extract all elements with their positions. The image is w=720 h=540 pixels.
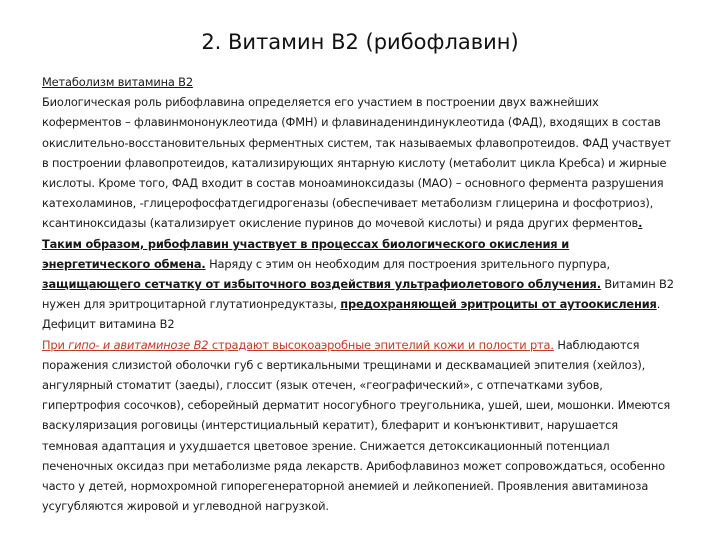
deficit-heading: Дефицит витамина В2 <box>42 317 175 332</box>
metabolism-bold-conclusion: Таким образом, рибофлавин участвует в процессах биологического окисления и энергетического обмена. <box>42 236 570 271</box>
metabolism-bold-retina: защищающего сетчатку от избыточного воздействия ультрафиолетового облучения. <box>42 277 601 292</box>
metabolism-bold-erythrocytes: предохраняющей эритроциты от аутоокисления <box>340 297 657 312</box>
slide-title: 2. Витамин В2 (рибофлавин) <box>201 30 519 54</box>
metabolism-text-2: Наряду с этим он необходим для построения зрительного пурпура, <box>205 256 610 271</box>
metabolism-paragraph <box>42 92 676 314</box>
metabolism-dot: . <box>638 216 643 231</box>
deficit-text: Наблюдаются поражения слизистой оболочки губ с вертикальными трещинами и десквамацией эпителия (хейлоз), ангулярный стоматит (заеды), глоссит (язык отечен, «географический», с отпечатками зубов, гипертрофия сосочков), себорейный дерматит носогубного треугольника, ушей, шеи, мошонки. Имеются васкуляризация роговицы (интерстициальный кератит), блефарит и конъюнктивит, нарушается темновая адаптация и ухудшается цветовое зрение. Снижается детоксикационный потенциал печеночных оксидаз при метаболизме ряда лекарств. Арибофлавиноз может сопровождаться, особенно часто у детей, нормохромной гипорегенераторной анемией и лейкопенией. Проявления авитаминоза усугубляются жировой и углеводной нагрузкой. <box>42 337 671 514</box>
deficit-red-prefix: При <box>42 337 69 352</box>
deficit-paragraph <box>42 335 676 517</box>
metabolism-heading: Метаболизм витамина В2 <box>42 75 193 89</box>
metabolism-text: Биологическая роль рибофлавина определяется его участием в построении двух важнейших коферментов – флавинмононуклеотида (ФМН) и флавинадениндинуклеотида (ФАД), входящих в состав окислительно-восстановительных ферментных систем, так называемых флавопротеидов. ФАД участвует в построении флавопротеидов, катализирующих янтарную кислоту (метаболит цикла Кребса) и жирные кислоты. Кроме того, ФАД входит в состав моноаминоксидазы (МАО) – основного фермента разрушения катехоламинов, -глицерофосфатдегидрогеназы (обеспечивает метаболизм глицерина и фосфотриоз), ксантиноксидазы (катализирует окисление пуринов до мочевой кислоты) и ряда других ферментов <box>42 95 671 231</box>
deficit-red-italic: гипо- и авитаминозе В2 <box>68 337 209 352</box>
deficit-red-suffix: страдают высокоаэробные эпителий кожи и полости рта. <box>208 337 554 352</box>
metabolism-end: . <box>656 297 661 312</box>
metabolism-text-3: Витамин В2 нужен для эритроцитарной глутатионредуктазы, <box>42 277 674 312</box>
slide-content <box>42 72 676 516</box>
